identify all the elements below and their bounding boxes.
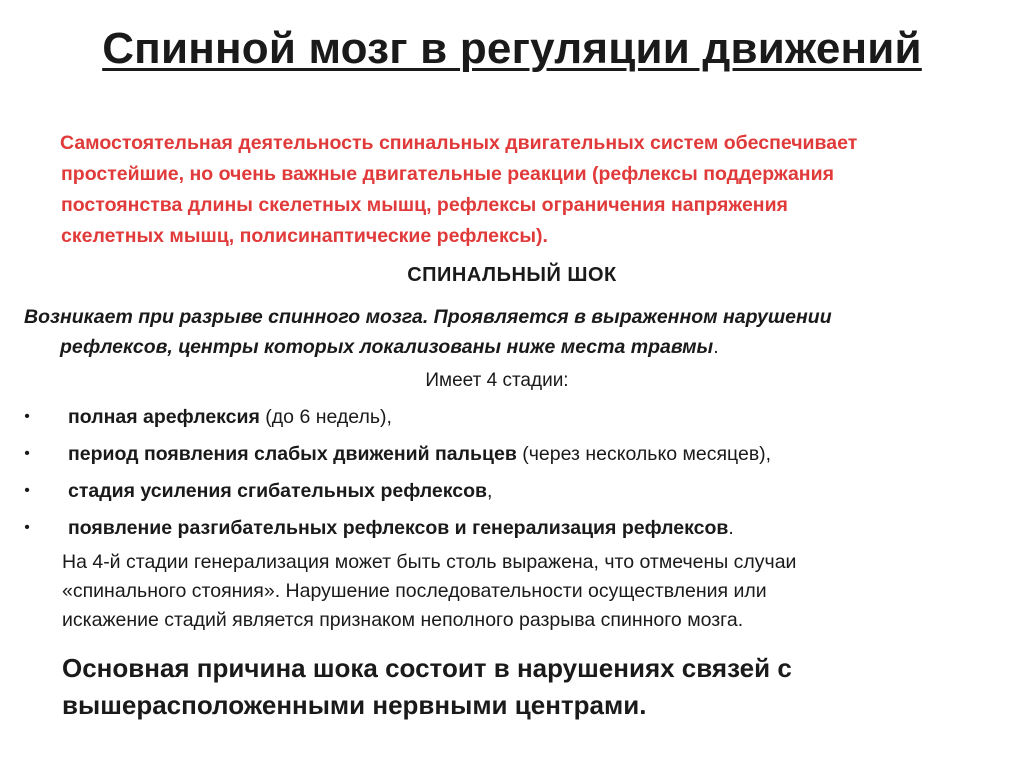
list-item xyxy=(20,439,980,476)
note-line: На 4-й стадии генерализация может быть столь выражена, что отмечены случаи xyxy=(62,551,797,573)
stages-intro xyxy=(0,370,1024,392)
intro-line: скелетных мышц, полисинаптические рефлексы). xyxy=(61,225,548,247)
note-line: искажение стадий является признаком неполного разрыва спинного мозга. xyxy=(62,609,744,631)
note-paragraph xyxy=(62,548,962,635)
stage-text xyxy=(68,513,734,543)
stage-name: полная арефлексия xyxy=(68,406,260,428)
bullet-icon: • xyxy=(24,519,30,536)
stages-intro-text: Имеет 4 стадии: xyxy=(425,370,569,391)
conclusion-paragraph xyxy=(62,650,962,724)
shock-description-text: рефлексов, центры которых локализованы ниже места травмы xyxy=(60,336,714,358)
intro-line: простейшие, но очень важные двигательные реакции (рефлексы поддержания xyxy=(61,163,834,185)
bullet-icon: • xyxy=(24,445,30,462)
shock-description xyxy=(24,302,984,362)
stage-text xyxy=(68,439,771,469)
list-item xyxy=(20,476,980,513)
conclusion-line: Основная причина шока состоит в нарушениях связей с xyxy=(62,653,792,683)
bullet-icon: • xyxy=(24,482,30,499)
list-item xyxy=(20,513,980,550)
stage-name: стадия усиления сгибательных рефлексов xyxy=(68,480,487,502)
shock-description-period: . xyxy=(713,336,719,358)
stage-text xyxy=(68,402,392,432)
stage-name: период появления слабых движений пальцев xyxy=(68,443,517,465)
stage-name: появление разгибательных рефлексов и генерализация рефлексов xyxy=(68,517,729,539)
shock-description-line xyxy=(24,332,984,362)
list-item xyxy=(20,402,980,439)
stage-detail: , xyxy=(487,480,493,502)
bullet-icon: • xyxy=(24,408,30,425)
intro-line: Самостоятельная деятельность спинальных двигательных систем обеспечивает xyxy=(60,132,858,154)
stage-detail: . xyxy=(728,517,734,539)
page-title: Спинной мозг в регуляции движений xyxy=(102,24,922,73)
section-heading: СПИНАЛЬНЫЙ ШОК xyxy=(407,264,617,286)
intro-line: постоянства длины скелетных мышц, рефлексы ограничения напряжения xyxy=(61,194,788,216)
stages-list xyxy=(20,402,980,550)
stage-detail: (до 6 недель), xyxy=(259,406,392,428)
shock-description-line: Возникает при разрыве спинного мозга. Проявляется в выраженном нарушении xyxy=(24,306,832,328)
stage-text xyxy=(68,476,492,506)
intro-paragraph xyxy=(60,128,970,252)
stage-detail: (через несколько месяцев), xyxy=(516,443,772,465)
conclusion-line: вышерасположенными нервными центрами. xyxy=(62,690,647,720)
note-line: «спинального стояния». Нарушение последовательности осуществления или xyxy=(62,580,767,602)
